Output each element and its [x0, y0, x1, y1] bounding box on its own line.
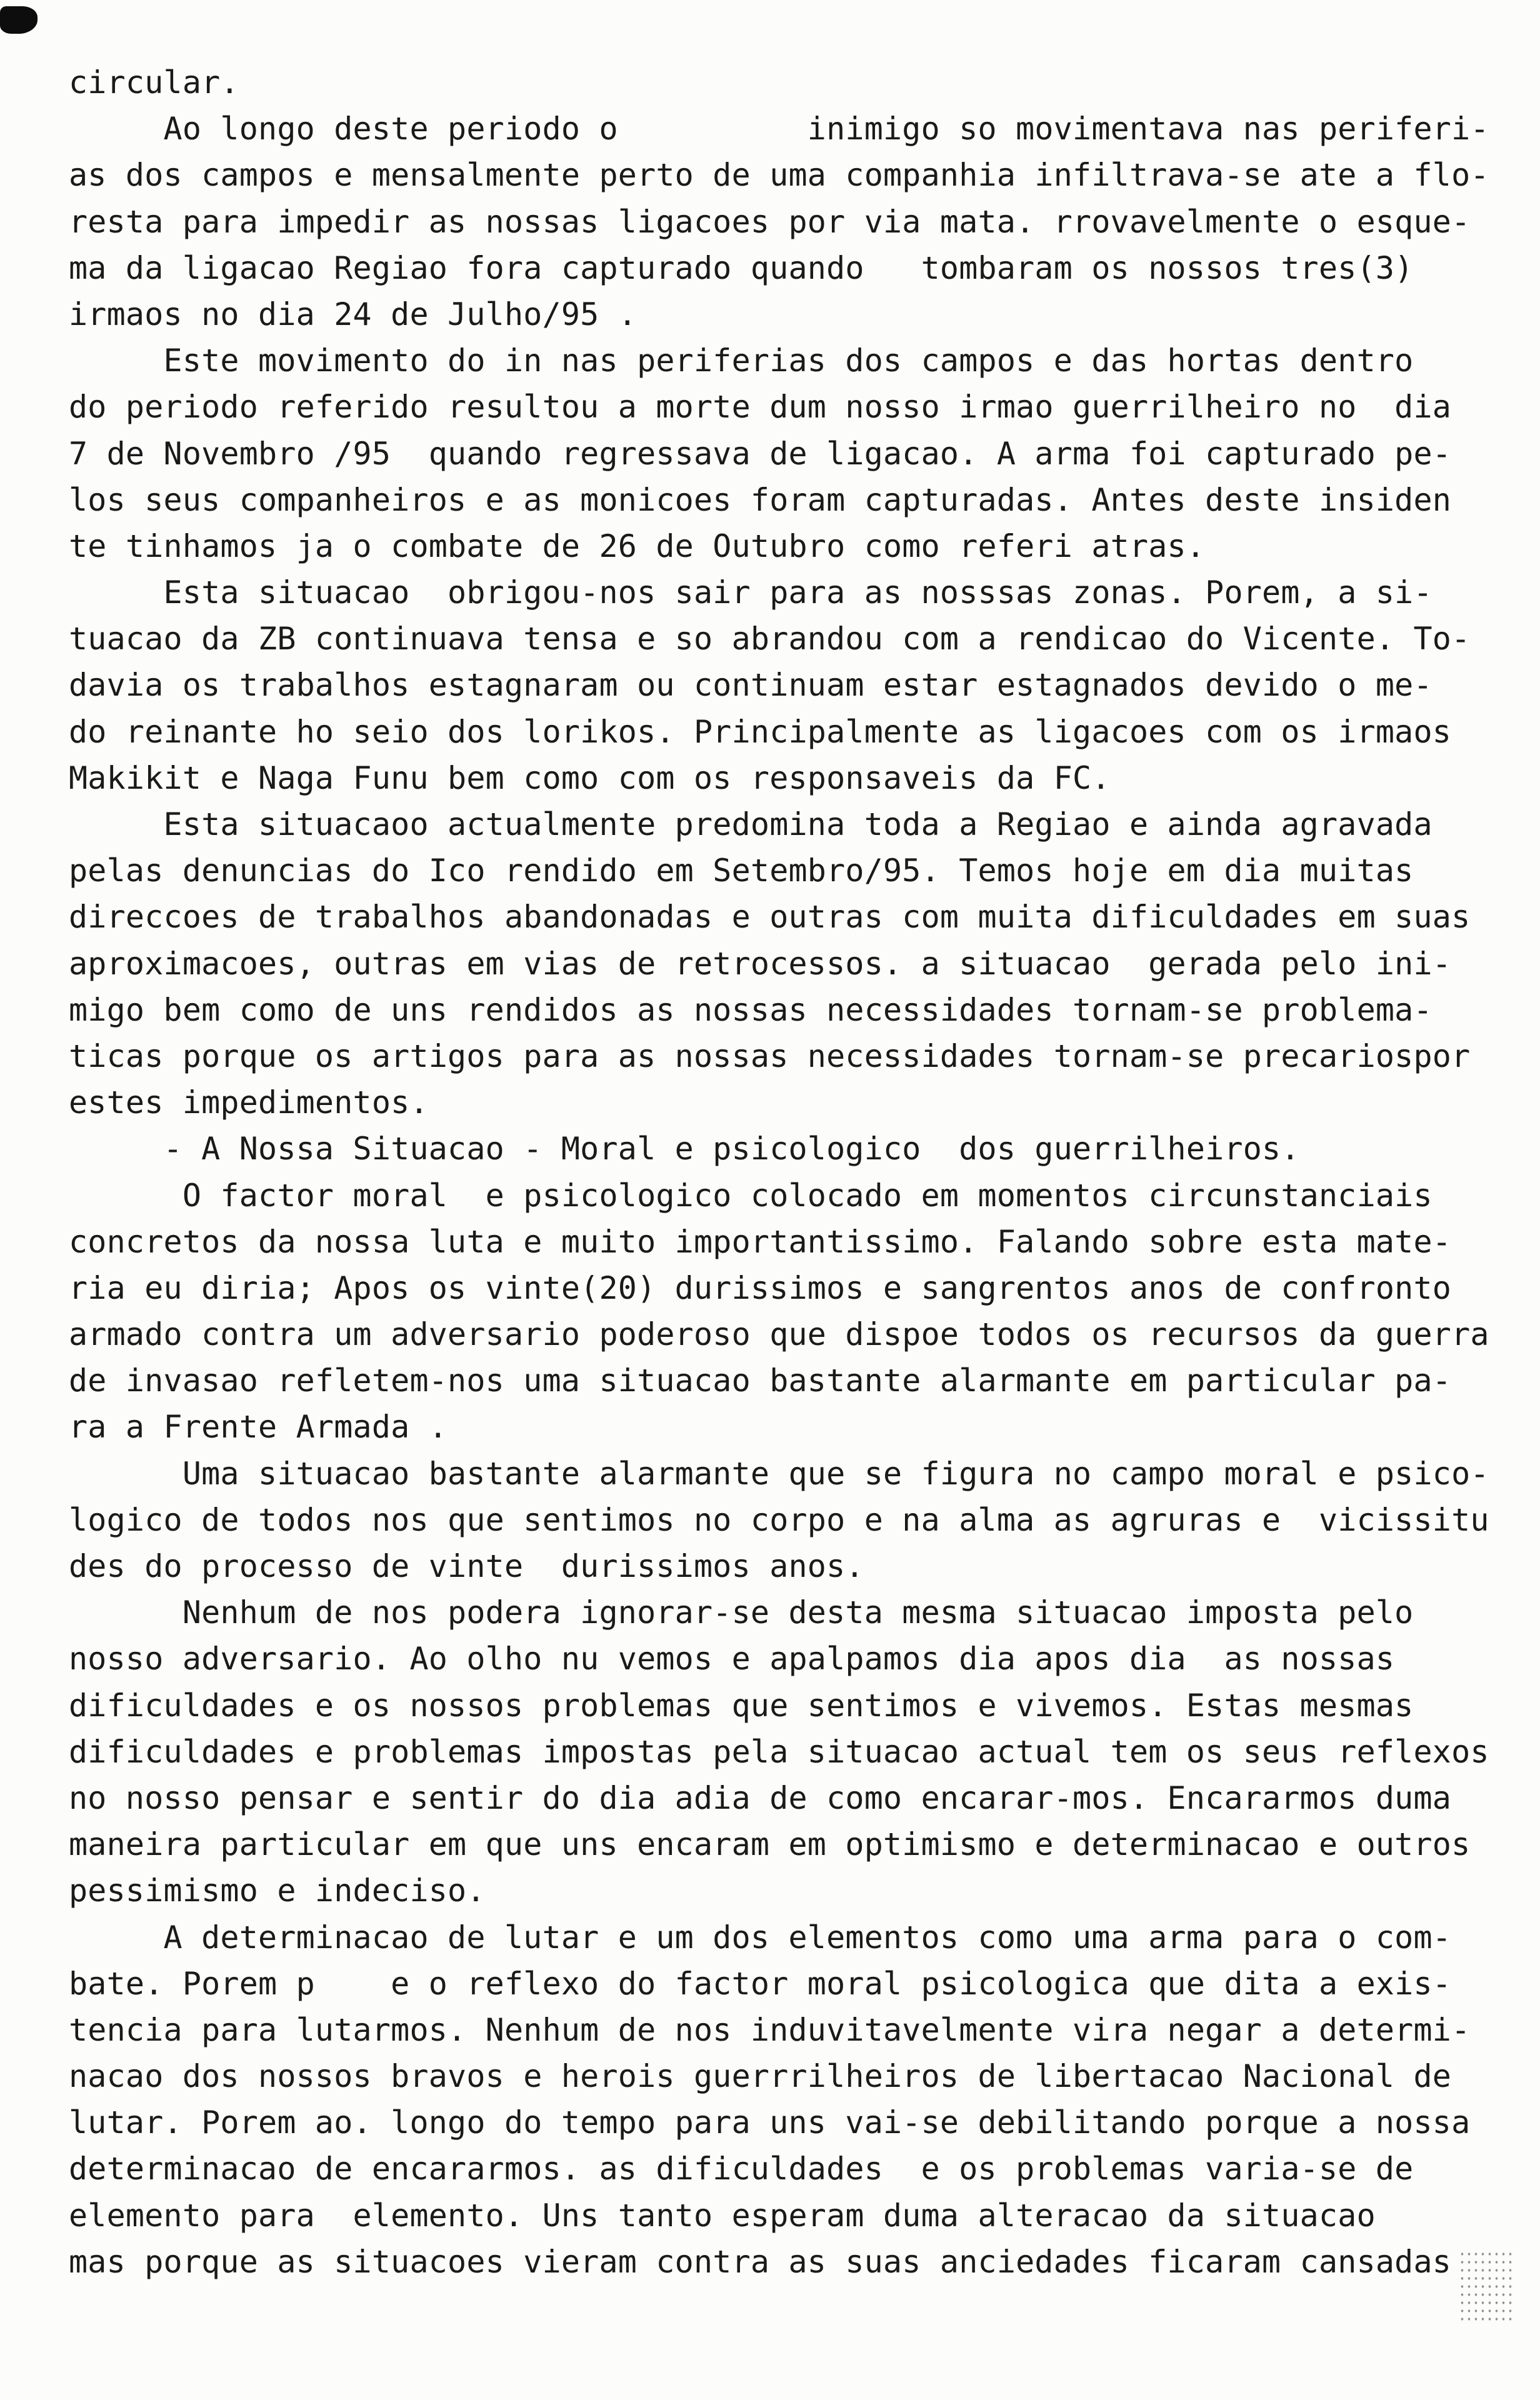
text-line: logico de todos nos que sentimos no corpo e na alma as agruras e vicissitu [69, 1501, 1489, 1538]
text-line: Makikit e Naga Funu bem como com os responsaveis da FC. [69, 759, 1111, 796]
text-line: pelas denuncias do Ico rendido em Setembro/95. Temos hoje em dia muitas [69, 852, 1414, 889]
text-line: nosso adversario. Ao olho nu vemos e apalpamos dia apos dia as nossas [69, 1641, 1395, 1678]
text-line: no nosso pensar e sentir do dia adia de como encarar-mos. Encararmos duma [69, 1779, 1452, 1816]
text-line: los seus companheiros e as monicoes foram capturadas. Antes deste insiden [69, 481, 1452, 518]
text-line: nacao dos nossos bravos e herois guerrrilheiros de libertacao Nacional de [69, 2058, 1452, 2095]
text-line: tencia para lutarmos. Nenhum de nos induvitavelmente vira negar a determi- [69, 2011, 1471, 2048]
text-line: armado contra um adversario poderoso que dispoe todos os recursos da guerra [69, 1316, 1489, 1353]
text-line: Uma situacao bastante alarmante que se figura no campo moral e psico- [69, 1455, 1489, 1492]
text-line: concretos da nossa luta e muito importantissimo. Falando sobre esta mate- [69, 1223, 1452, 1260]
text-line: davia os trabalhos estagnaram ou continuam estar estagnados devido o me- [69, 667, 1432, 704]
text-line: 7 de Novembro /95 quando regressava de ligacao. A arma foi capturado pe- [69, 435, 1452, 472]
text-line: ticas porque os artigos para as nossas necessidades tornam-se precariospor [69, 1038, 1471, 1074]
text-line: maneira particular em que uns encaram em optimismo e determinacao e outros [69, 1826, 1471, 1863]
text-line: ria eu diria; Apos os vinte(20) durissimos e sangrentos anos de confronto [69, 1269, 1452, 1306]
document-body [69, 59, 1519, 2285]
text-line: determinacao de encararmos. as dificuldades e os problemas varia-se de [69, 2151, 1414, 2188]
text-line: dificuldades e problemas impostas pela situacao actual tem os seus reflexos [69, 1733, 1489, 1770]
text-line: irmaos no dia 24 de Julho/95 . [69, 296, 638, 332]
text-line: te tinhamos ja o combate de 26 de Outubro como referi atras. [69, 528, 1206, 564]
text-line: bate. Porem p e o reflexo do factor moral psicologica que dita a exis- [69, 1965, 1452, 2002]
text-line: pessimismo e indeciso. [69, 1872, 486, 1909]
text-line: elemento para elemento. Uns tanto esperam duma alteracao da situacao [69, 2197, 1376, 2234]
text-line: tuacao da ZB continuava tensa e so abrandou com a rendicao do Vicente. To- [69, 621, 1471, 658]
text-line: Nenhum de nos podera ignorar-se desta mesma situacao imposta pelo [69, 1594, 1414, 1631]
text-line: de invasao refletem-nos uma situacao bastante alarmante em particular pa- [69, 1362, 1452, 1399]
text-line: migo bem como de uns rendidos as nossas necessidades tornam-se problema- [69, 991, 1432, 1028]
text-line: as dos campos e mensalmente perto de uma companhia infiltrava-se ate a flo- [69, 157, 1489, 194]
text-line: do periodo referido resultou a morte dum nosso irmao guerrilheiro no dia [69, 389, 1452, 426]
text-line: circular. [69, 64, 239, 101]
text-line: estes impedimentos. [69, 1084, 429, 1121]
text-line: aproximacoes, outras em vias de retrocessos. a situacao gerada pelo ini- [69, 945, 1452, 982]
text-line: direccoes de trabalhos abandonadas e outras com muita dificuldades em suas [69, 899, 1471, 936]
text-line: O factor moral e psicologico colocado em momentos circunstanciais [69, 1177, 1432, 1214]
text-line: resta para impedir as nossas ligacoes por via mata. rrovavelmente o esque- [69, 203, 1471, 240]
text-line: ma da ligacao Regiao fora capturado quando tombaram os nossos tres(3) [69, 249, 1414, 286]
ink-blot [0, 6, 38, 34]
text-line: Ao longo deste periodo o inimigo so movimentava nas periferi- [69, 111, 1489, 148]
text-line: des do processo de vinte durissimos anos. [69, 1548, 864, 1584]
text-line: mas porque as situacoes vieram contra as suas anciedades ficaram cansadas [69, 2243, 1452, 2280]
text-line: A determinacao de lutar e um dos elementos como uma arma para o com- [69, 1919, 1452, 1956]
text-line: dificuldades e os nossos problemas que sentimos e vivemos. Estas mesmas [69, 1687, 1414, 1724]
text-line: Este movimento do in nas periferias dos campos e das hortas dentro [69, 342, 1414, 379]
text-line: Esta situacaoo actualmente predomina toda a Regiao e ainda agravada [69, 806, 1432, 842]
text-line: ra a Frente Armada . [69, 1409, 448, 1446]
text-line: lutar. Porem ao. longo do tempo para uns vai-se debilitando porque a nossa [69, 2104, 1471, 2141]
text-line: do reinante ho seio dos lorikos. Principalmente as ligacoes com os irmaos [69, 713, 1452, 750]
section-heading: - A Nossa Situacao - Moral e psicologico dos guerrilheiros. [69, 1131, 1300, 1168]
text-line: Esta situacao obrigou-nos sair para as nosssas zonas. Porem, a si- [69, 574, 1432, 611]
